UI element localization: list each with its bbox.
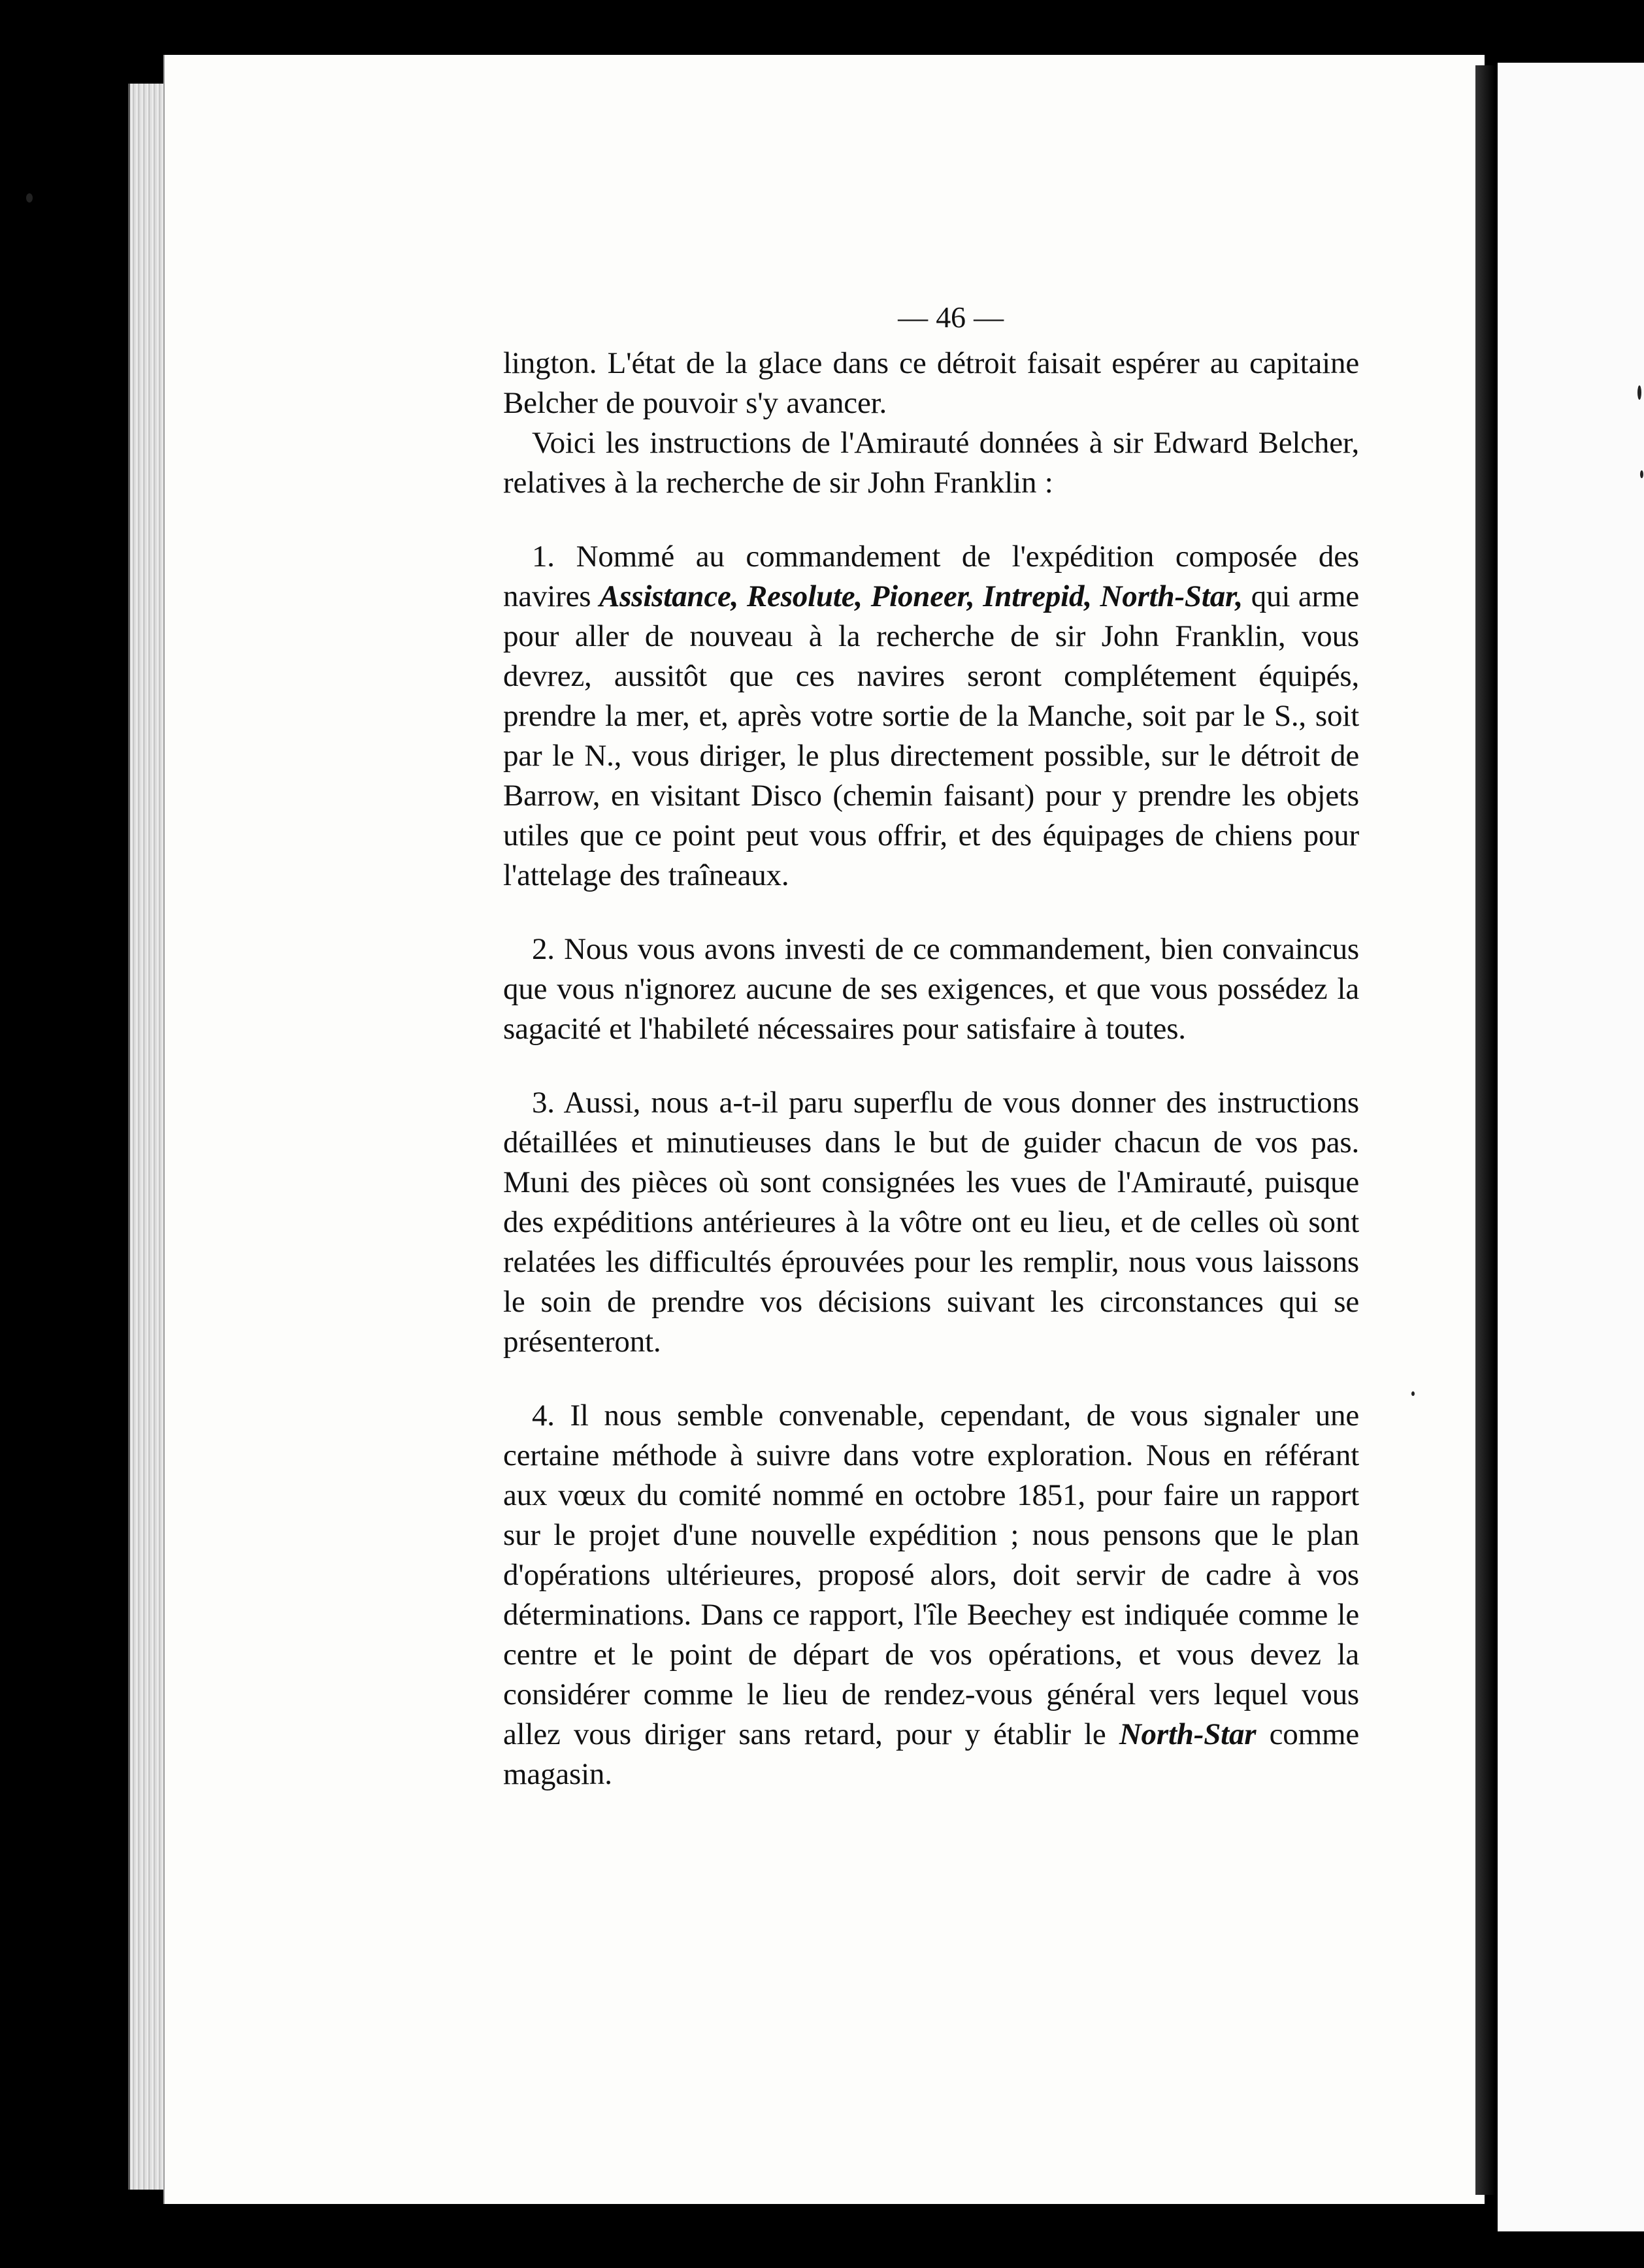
ship-name: North-Star xyxy=(1119,1717,1257,1751)
instruction-paragraph-4 xyxy=(503,1396,1359,1794)
instruction-paragraph-1 xyxy=(503,537,1359,896)
page-text xyxy=(503,297,1359,1794)
opening-paragraph: lington. L'état de la glace dans ce détroit faisait espérer au capitaine Belcher de pouvoir s'y avancer. xyxy=(503,346,1359,420)
paragraph-text: qui arme pour aller de nouveau à la recherche de sir John Franklin, vous devrez, aussitôt que ces navires seront complétement équipés, prendre la mer, et, après votre sortie de la Manche, soit par le S., soit par le N., vous diriger, le plus directement possible, sur le détroit de Barrow, en visitant Disco (chemin faisant) pour y prendre les objets utiles que ce point peut vous offrir, et des équipages de chiens pour l'attelage des traîneaux. xyxy=(503,579,1359,892)
intro-paragraph: Voici les instructions de l'Amirauté données à sir Edward Belcher, relatives à la recherche de sir John Franklin : xyxy=(503,426,1359,500)
paragraph-text: comme magasin. xyxy=(503,1717,1359,1791)
dust-speck xyxy=(1640,470,1643,478)
dust-speck xyxy=(1637,385,1641,400)
instruction-paragraph-3: 3. Aussi, nous a-t-il paru superflu de vous donner des instructions détaillées et minutieuses dans le but de guider chacun de vos pas. Muni des pièces où sont consignées les vues de l'Amirauté, puisque des expéditions antérieures à la vôtre ont eu lieu, et de celles où sont relatées les difficultés éprouvées pour les remplir, nous vous laissons le soin de prendre vos décisions suivant les circonstances qui se présenteront. xyxy=(503,1086,1359,1359)
dust-speck xyxy=(1411,1391,1415,1396)
instruction-paragraph-2: 2. Nous vous avons investi de ce commandement, bien convaincus que vous n'ignorez aucune de ses exigences, et que vous possédez la sagacité et l'habileté nécessaires pour satisfaire à toutes. xyxy=(503,932,1359,1046)
facing-page-strip xyxy=(1498,63,1644,2231)
dust-speck xyxy=(26,193,33,202)
page-number: — 46 — xyxy=(898,300,1004,334)
ship-names: Assistance, Resolute, Pioneer, Intrepid, North-Star, xyxy=(599,579,1243,613)
paragraph-text: 4. Il nous semble convenable, cependant, de vous signaler une certaine méthode à suivre dans votre exploration. Nous en référant aux vœux du comité nommé en octobre 1851, pour faire un rapport sur le projet d'une nouvelle expédition ; nous pensons que le plan d'opérations ultérieures, proposé alors, doit servir de cadre à vos déterminations. Dans ce rapport, l'île Beechey est indiquée comme le centre et le point de départ de vos opérations, et vous devez la considérer comme le lieu de rendez-vous général vers lequel vous allez vous diriger sans retard, pour y établir le xyxy=(503,1399,1359,1751)
gutter-shadow xyxy=(1475,65,1495,2195)
paragraph-text: 1. Nommé au commandement de l'expédition composée des navires xyxy=(503,540,1359,613)
